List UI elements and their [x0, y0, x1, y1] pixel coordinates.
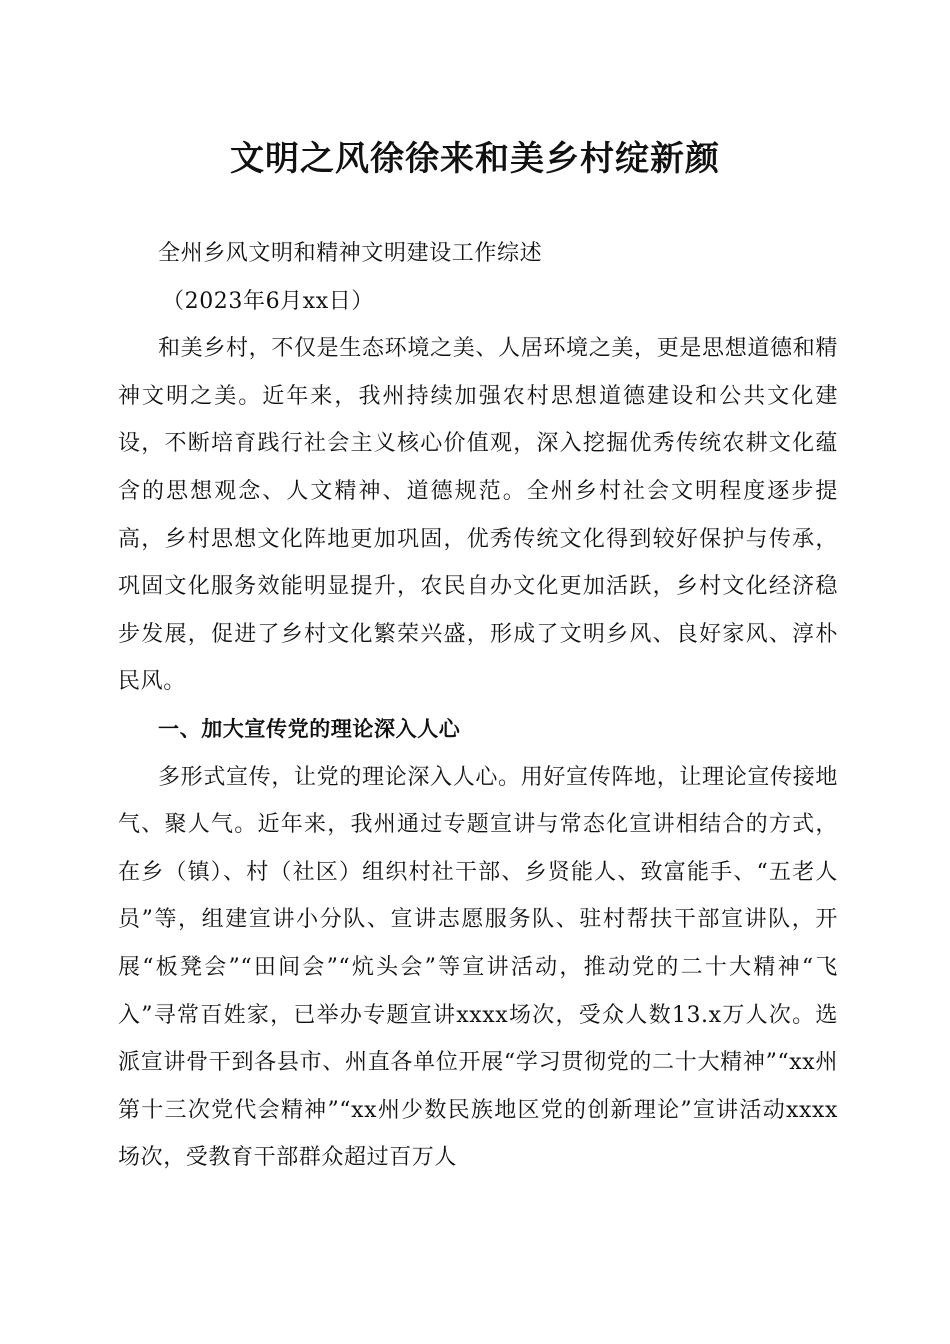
document-title: 文明之风徐徐来和美乡村绽新颜 — [230, 139, 720, 179]
intro-paragraph: 和美乡村，不仅是生态环境之美、人居环境之美，更是思想道德和精神文明之美。近年来，我州持续加强农村思想道德建设和公共文化建设，不断培育践行社会主义核心价值观，深入挖掘优秀传统农耕文化蕴含的思想观念、人文精神、道德规范。全州乡村社会文明程度逐步提高，乡村思想文化阵地更加巩固，优秀传统文化得到较好保护与传承，巩固文化服务效能明显提升，农民自办文化更加活跃，乡村文化经济稳步发展，促进了乡村文化繁荣兴盛，形成了文明乡风、良好家风、淳朴民风。 — [118, 336, 838, 695]
document-body — [118, 230, 838, 1182]
section-heading: 一、加大宣传党的理论深入人心 — [158, 716, 461, 741]
document-date: （2023年6月xx日） — [162, 288, 375, 314]
section-paragraph: 多形式宣传，让党的理论深入人心。用好宣传阵地，让理论宣传接地气、聚人气。近年来，我州通过专题宣讲与常态化宣讲相结合的方式，在乡（镇）、村（社区）组织村社干部、乡贤能人、致富能手、“五老人员”等，组建宣讲小分队、宣讲志愿服务队、驻村帮扶干部宣讲队，开展“板凳会”“田间会”“炕头会”等宣讲活动，推动党的二十大精神“飞入”寻常百姓家，已举办专题宣讲xxxx场次，受众人数13.x万人次。选派宣讲骨干到各县市、州直各单位开展“学习贯彻党的二十大精神”“xx州第十三次党代会精神”“xx州少数民族地区党的创新理论”宣讲活动xxxx场次，受教育干部群众超过百万人 — [118, 764, 838, 1171]
document-subtitle: 全州乡风文明和精神文明建设工作综述 — [158, 241, 543, 266]
